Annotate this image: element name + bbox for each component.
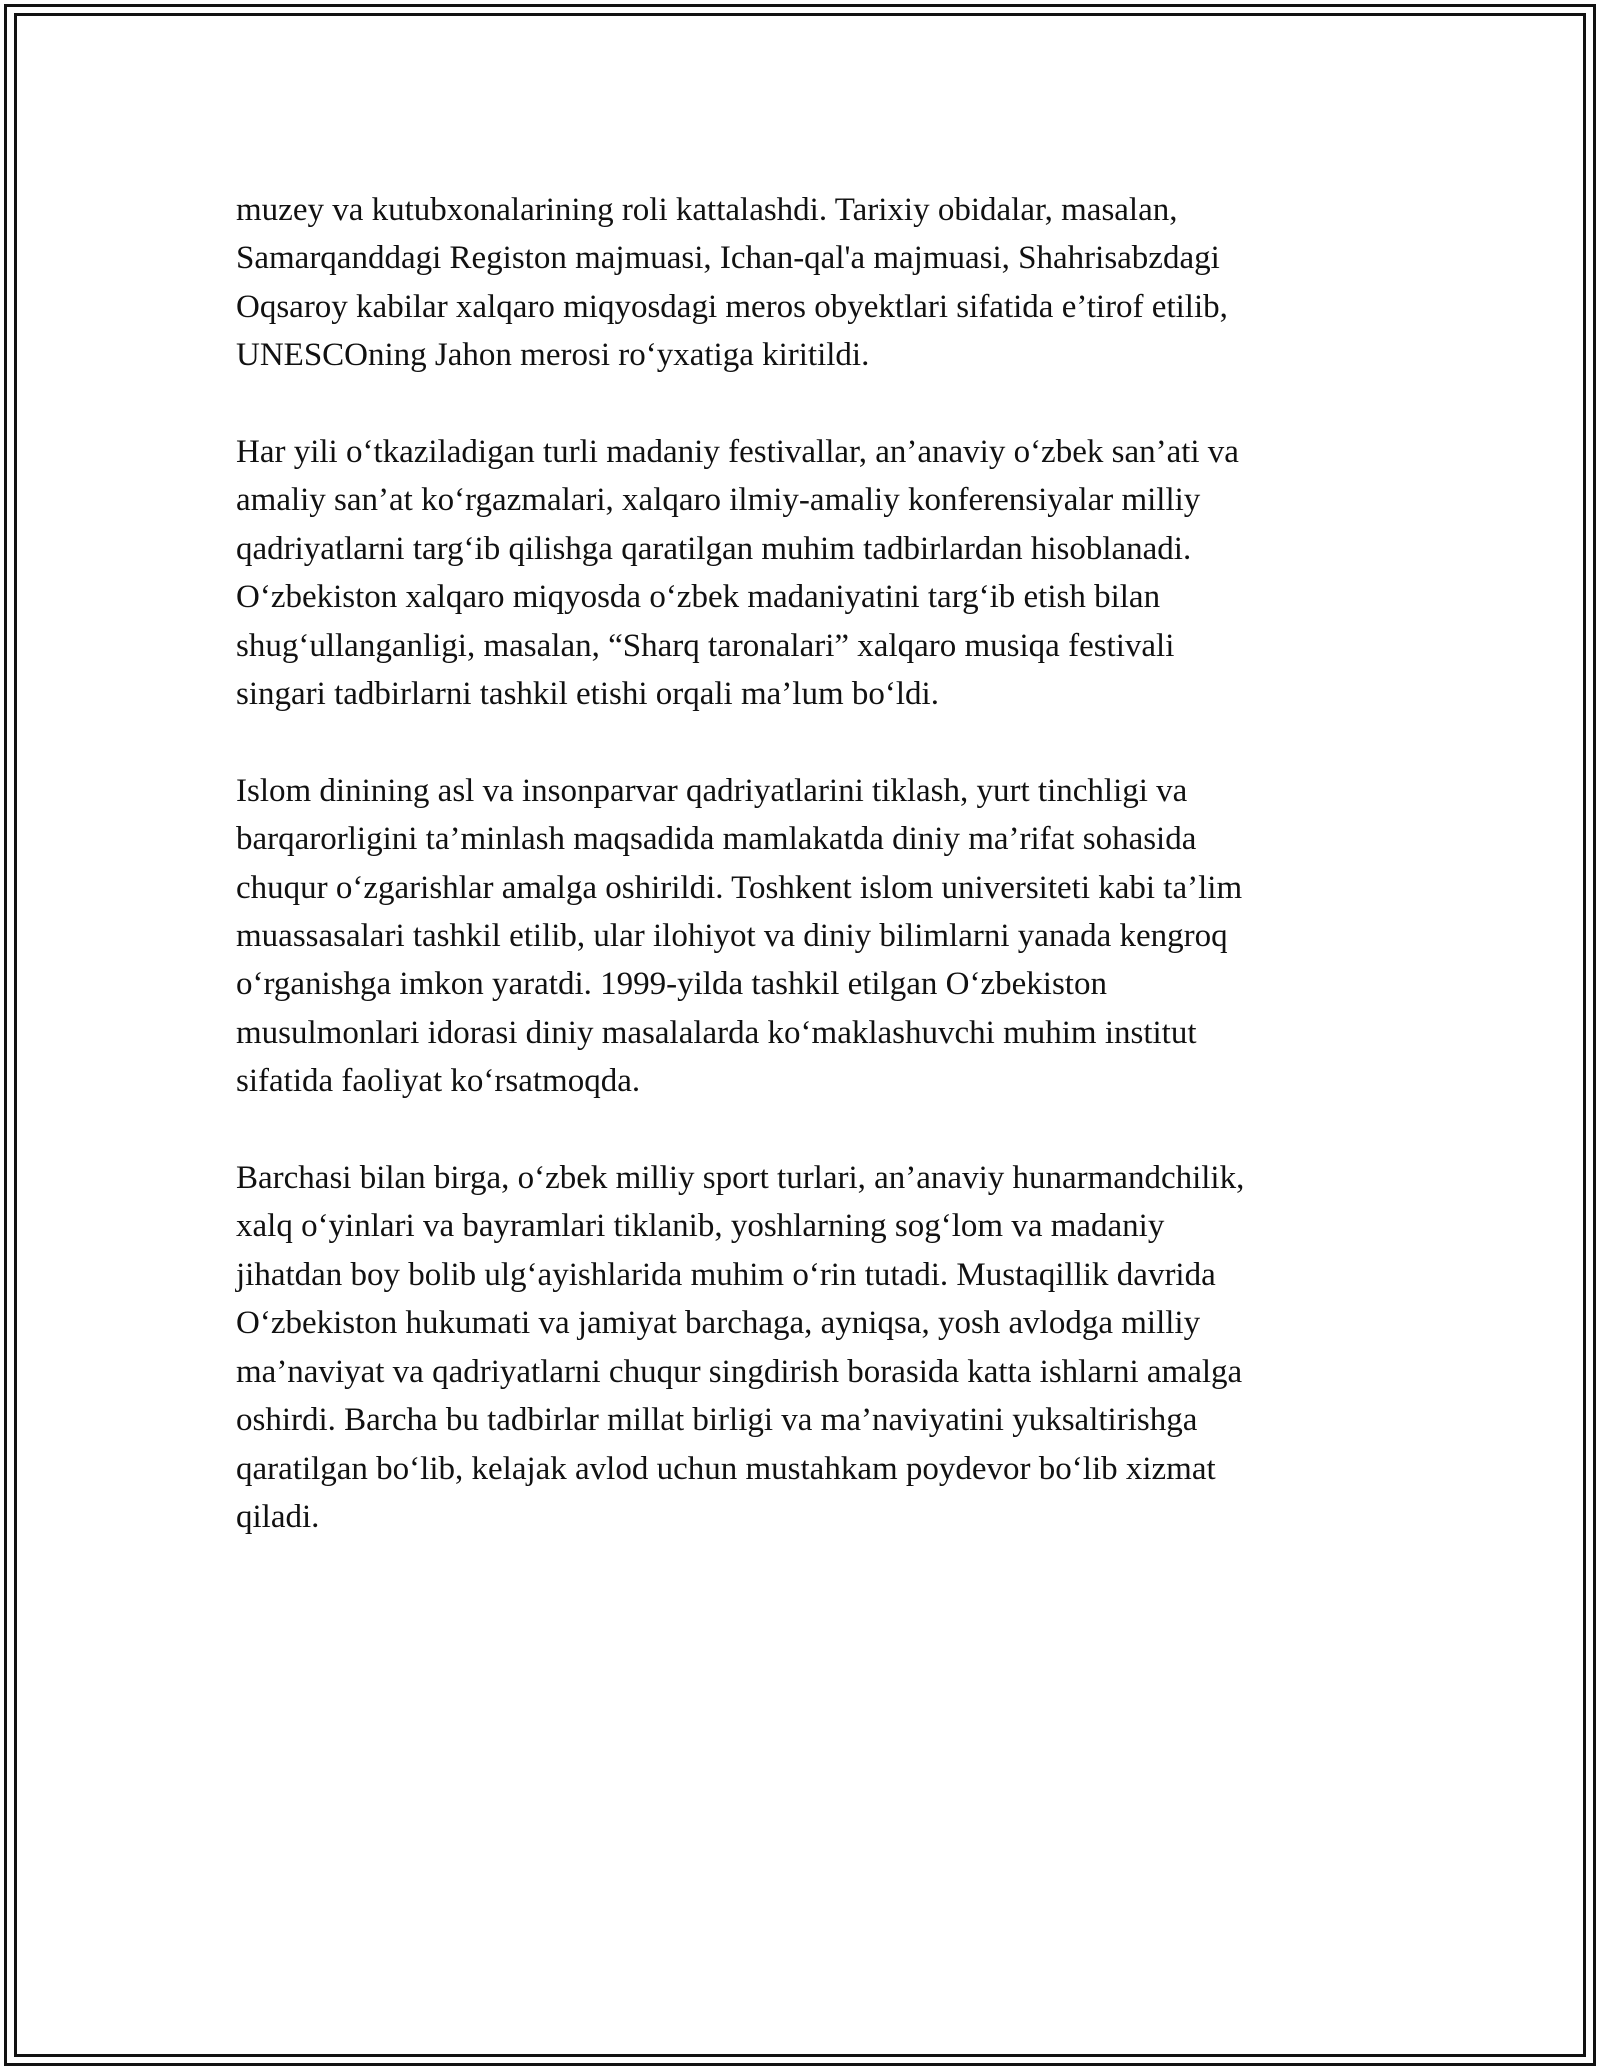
text-line: o‘rganishga imkon yaratdi. 1999-yilda tashkil etilgan O‘zbekiston <box>236 966 1107 1003</box>
text-line: singari tadbirlarni tashkil etishi orqali ma’lum bo‘ldi. <box>236 676 939 713</box>
document-body <box>236 186 1366 1541</box>
text-line: Har yili o‘tkaziladigan turli madaniy festivallar, an’anaviy o‘zbek san’ati va <box>236 434 1239 471</box>
text-line: xalq o‘yinlari va bayramlari tiklanib, yoshlarning sog‘lom va madaniy <box>236 1208 1165 1245</box>
text-line: qiladi. <box>236 1498 320 1535</box>
text-line: qaratilgan bo‘lib, kelajak avlod uchun mustahkam poydevor bo‘lib xizmat <box>236 1450 1216 1487</box>
text-line: amaliy san’at ko‘rgazmalari, xalqaro ilmiy-amaliy konferensiyalar milliy <box>236 482 1201 519</box>
text-line: ma’naviyat va qadriyatlarni chuqur singdirish borasida katta ishlarni amalga <box>236 1353 1243 1390</box>
paragraph-museums-heritage <box>236 186 1366 380</box>
paragraph-religious-education <box>236 767 1366 1106</box>
text-line: Samarqanddagi Registon majmuasi, Ichan-qal'a majmuasi, Shahrisabzdagi <box>236 240 1220 277</box>
text-line: muassasalari tashkil etilib, ular ilohiyot va diniy bilimlarni yanada kengroq <box>236 918 1228 955</box>
text-line: musulmonlari idorasi diniy masalalarda ko‘maklashuvchi muhim institut <box>236 1014 1197 1051</box>
text-line: qadriyatlarni targ‘ib qilishga qaratilgan muhim tadbirlardan hisoblanadi. <box>236 530 1192 567</box>
text-line: chuqur o‘zgarishlar amalga oshirildi. Toshkent islom universiteti kabi ta’lim <box>236 869 1243 906</box>
text-line: jihatdan boy bolib ulg‘ayishlarida muhim o‘rin tutadi. Mustaqillik davrida <box>236 1256 1216 1293</box>
paragraph-festivals <box>236 428 1366 718</box>
text-line: oshirdi. Barcha bu tadbirlar millat birligi va ma’naviyatini yuksaltirishga <box>236 1402 1198 1439</box>
text-line: Barchasi bilan birga, o‘zbek milliy sport turlari, an’anaviy hunarmandchilik, <box>236 1160 1245 1197</box>
paragraph-national-traditions <box>236 1154 1366 1541</box>
text-line: barqarorligini ta’minlash maqsadida mamlakatda diniy ma’rifat sohasida <box>236 821 1197 858</box>
text-line: UNESCOning Jahon merosi ro‘yxatiga kiritildi. <box>236 337 870 374</box>
text-line: sifatida faoliyat ko‘rsatmoqda. <box>236 1063 641 1100</box>
text-line: muzey va kutubxonalarining roli kattalashdi. Tarixiy obidalar, masalan, <box>236 192 1178 228</box>
text-line: Oqsaroy kabilar xalqaro miqyosdagi meros obyektlari sifatida e’tirof etilib, <box>236 288 1228 325</box>
text-line: O‘zbekiston xalqaro miqyosda o‘zbek madaniyatini targ‘ib etish bilan <box>236 579 1161 616</box>
text-line: O‘zbekiston hukumati va jamiyat barchaga, ayniqsa, yosh avlodga milliy <box>236 1305 1201 1342</box>
text-line: shug‘ullanganligi, masalan, “Sharq taronalari” xalqaro musiqa festivali <box>236 627 1175 664</box>
text-line: Islom dinining asl va insonparvar qadriyatlarini tiklash, yurt tinchligi va <box>236 772 1188 809</box>
